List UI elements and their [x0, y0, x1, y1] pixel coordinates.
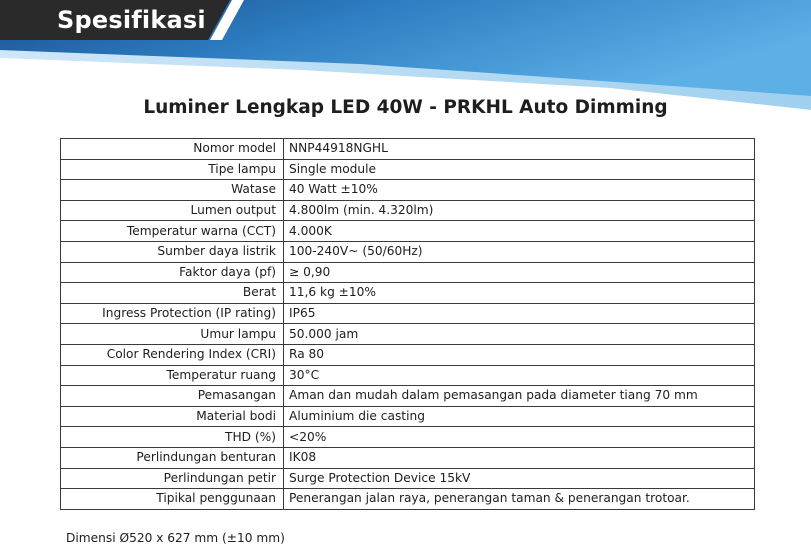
spec-value: Aman dan mudah dalam pemasangan pada diameter tiang 70 mm	[284, 386, 755, 407]
spec-value: 30°C	[284, 365, 755, 386]
spec-value: 40 Watt ±10%	[284, 180, 755, 201]
spec-value: 100-240V~ (50/60Hz)	[284, 241, 755, 262]
spec-row	[61, 241, 755, 262]
spec-label: Berat	[61, 283, 284, 304]
dimension-footnote: Dimensi Ø520 x 627 mm (±10 mm)	[66, 531, 285, 545]
spec-table	[60, 138, 755, 510]
spec-label: Temperatur ruang	[61, 365, 284, 386]
spec-value: Penerangan jalan raya, penerangan taman & penerangan trotoar.	[284, 489, 755, 510]
spec-label: Perlindungan petir	[61, 468, 284, 489]
spec-label: Nomor model	[61, 139, 284, 160]
spec-label: Perlindungan benturan	[61, 447, 284, 468]
spec-row	[61, 221, 755, 242]
spec-row	[61, 344, 755, 365]
spec-label: Tipikal penggunaan	[61, 489, 284, 510]
spec-label: THD (%)	[61, 427, 284, 448]
spec-label: Pemasangan	[61, 386, 284, 407]
spec-row	[61, 324, 755, 345]
spec-value: 4.000K	[284, 221, 755, 242]
spec-value: IK08	[284, 447, 755, 468]
spec-row	[61, 447, 755, 468]
spec-row	[61, 262, 755, 283]
spec-value: 4.800lm (min. 4.320lm)	[284, 200, 755, 221]
spec-value: Single module	[284, 159, 755, 180]
spec-label: Sumber daya listrik	[61, 241, 284, 262]
spec-row	[61, 386, 755, 407]
spec-label: Umur lampu	[61, 324, 284, 345]
spec-value: Surge Protection Device 15kV	[284, 468, 755, 489]
section-title: Spesifikasi	[57, 6, 206, 34]
spec-row	[61, 303, 755, 324]
spec-row	[61, 283, 755, 304]
spec-row	[61, 139, 755, 160]
spec-label: Temperatur warna (CCT)	[61, 221, 284, 242]
spec-value: 11,6 kg ±10%	[284, 283, 755, 304]
spec-table-body	[61, 139, 755, 510]
spec-value: IP65	[284, 303, 755, 324]
spec-label: Tipe lampu	[61, 159, 284, 180]
spec-label: Faktor daya (pf)	[61, 262, 284, 283]
spec-value: Aluminium die casting	[284, 406, 755, 427]
spec-label: Lumen output	[61, 200, 284, 221]
spec-label: Color Rendering Index (CRI)	[61, 344, 284, 365]
spec-row	[61, 468, 755, 489]
document-title: Luminer Lengkap LED 40W - PRKHL Auto Dimming	[143, 97, 668, 118]
spec-label: Material bodi	[61, 406, 284, 427]
spec-row	[61, 489, 755, 510]
spec-row	[61, 200, 755, 221]
spec-row	[61, 427, 755, 448]
spec-value: ≥ 0,90	[284, 262, 755, 283]
spec-label: Watase	[61, 180, 284, 201]
spec-row	[61, 365, 755, 386]
spec-label: Ingress Protection (IP rating)	[61, 303, 284, 324]
spec-value: 50.000 jam	[284, 324, 755, 345]
spec-row	[61, 180, 755, 201]
spec-row	[61, 406, 755, 427]
spec-value: <20%	[284, 427, 755, 448]
spec-value: Ra 80	[284, 344, 755, 365]
spec-row	[61, 159, 755, 180]
spec-value: NNP44918NGHL	[284, 139, 755, 160]
